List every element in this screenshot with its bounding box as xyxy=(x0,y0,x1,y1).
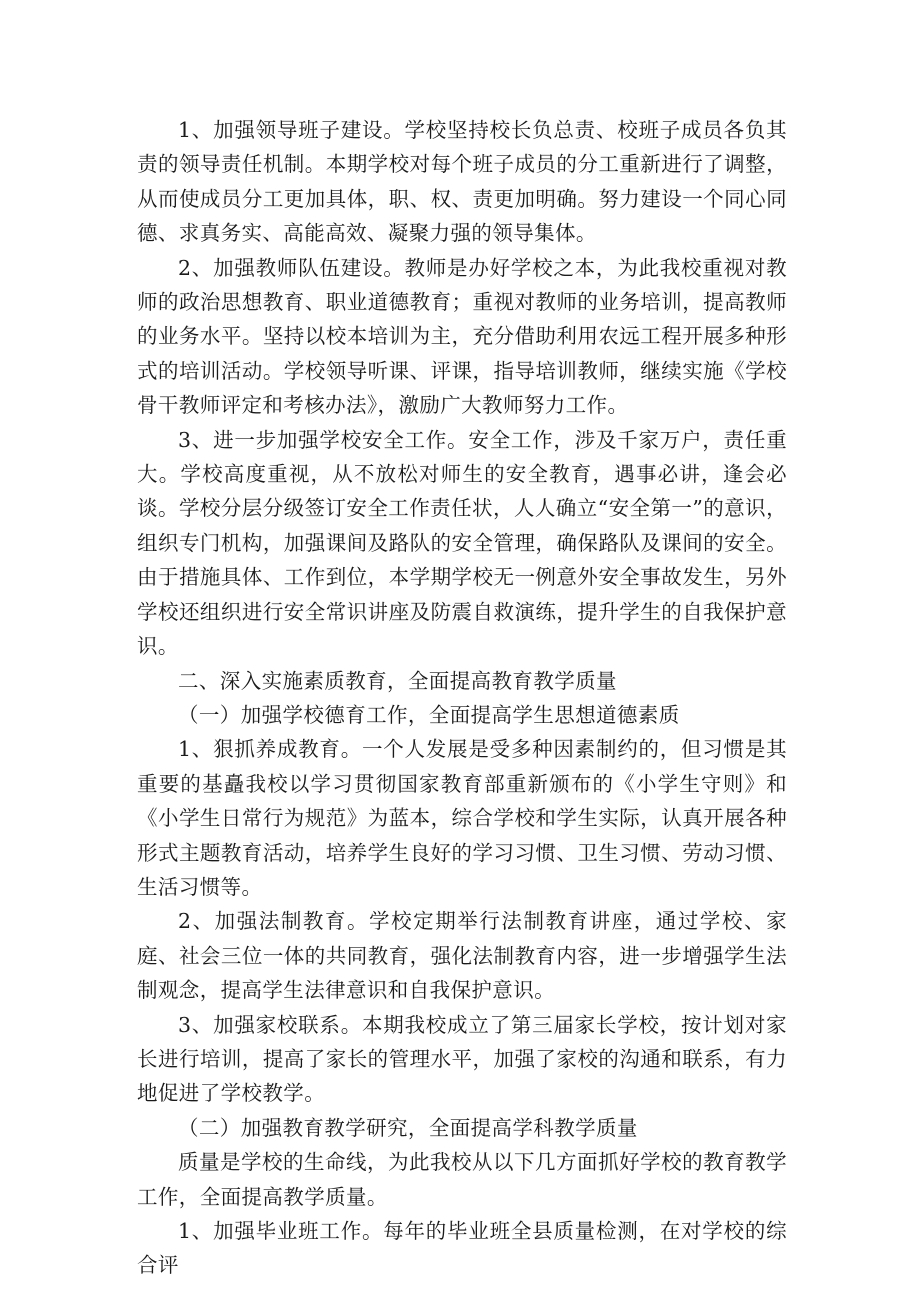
paragraph-safety: 3、进一步加强学校安全工作。安全工作，涉及千家万户，责任重大。学校高度重视，从不放松对师生的安全教育，遇事必讲，逢会必谈。学校分层分级签订安全工作责任状，人人确立“安全第一”的意识，组织专门机构，加强课间及路队的安全管理，确保路队及课间的安全。由于措施具体、工作到位，本学期学校无一例意外安全事故发生，另外学校还组织进行安全常识讲座及防震自救演练，提升学生的自我保护意识。 xyxy=(137,427,787,659)
paragraph-home-school: 3、加强家校联系。本期我校成立了第三届家长学校，按计划对家长进行培训，提高了家长的管理水平，加强了家校的沟通和联系，有力地促进了学校教学。 xyxy=(137,1012,787,1106)
subsection-heading-teaching-research: （二）加强教育教学研究，全面提高学科教学质量 xyxy=(178,1115,638,1140)
document-body xyxy=(137,113,787,1283)
paragraph-quality-lifeline: 质量是学校的生命线，为此我校从以下几方面抓好学校的教育教学工作，全面提高教学质量。 xyxy=(137,1150,787,1209)
paragraph-habit-education: 1、狠抓养成教育。一个人发展是受多种因素制约的，但习惯是其重要的基矗我校以学习贯彻国家教育部重新颁布的《小学生守则》和《小学生日常行为规范》为蓝本，综合学校和学生实际，认真开展各种形式主题教育活动，培养学生良好的学习习惯、卫生习惯、劳动习惯、生活习惯等。 xyxy=(137,737,787,899)
paragraph-leadership: 1、加强领导班子建设。学校坚持校长负总责、校班子成员各负其责的领导责任机制。本期学校对每个班子成员的分工重新进行了调整，从而使成员分工更加具体，职、权、责更加明确。努力建设一个同心同德、求真务实、高能高效、凝聚力强的领导集体。 xyxy=(137,118,787,246)
paragraph-graduating-class: 1、加强毕业班工作。每年的毕业班全县质量检测，在对学校的综合评 xyxy=(137,1219,787,1278)
subsection-heading-moral-education: （一）加强学校德育工作，全面提高学生思想道德素质 xyxy=(178,702,680,727)
section-heading-quality-education: 二、深入实施素质教育，全面提高教育教学质量 xyxy=(178,668,617,693)
paragraph-teacher-team: 2、加强教师队伍建设。教师是办好学校之本，为此我校重视对教师的政治思想教育、职业道德教育；重视对教师的业务培训，提高教师的业务水平。坚持以校本培训为主，充分借助利用农远工程开展多种形式的培训活动。学校领导听课、评课，指导培训教师，继续实施《学校骨干教师评定和考核办法》，激励广大教师努力工作。 xyxy=(137,255,787,418)
paragraph-legal-education: 2、加强法制教育。学校定期举行法制教育讲座，通过学校、家庭、社会三位一体的共同教育，强化法制教育内容，进一步增强学生法制观念，提高学生法律意识和自我保护意识。 xyxy=(137,909,787,1003)
